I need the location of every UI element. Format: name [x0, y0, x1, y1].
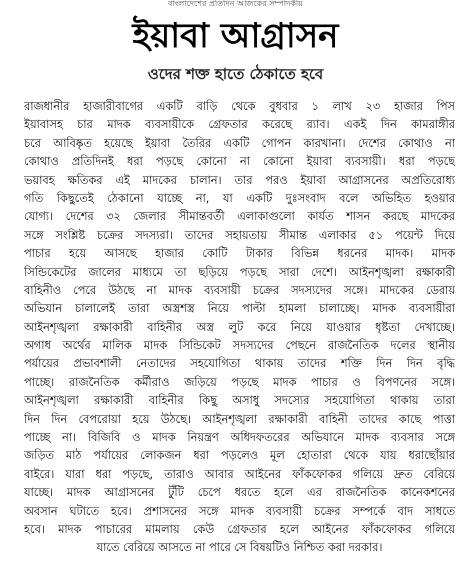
body-line: অবসান ঘটাতে হবে। প্রশাসনের সঙ্গে মাদক ব্যবসায়ী চক্রের সম্পর্কে বাদ সাধতে [24, 504, 455, 518]
body-line: পাচ্ছে। রাজনৈতিক কর্মীরাও জড়িয়ে পড়ছে মাদক পাচার ও বিপণনের সঙ্গে। [24, 375, 455, 389]
body-line: পাচার হয়ে আসছে হাজার কোটি টাকার বিভিন্ন ধরনের মাদক। মাদক [24, 247, 455, 261]
body-line: অভিযান চালালেই তারা অস্ত্রশস্ত্র নিয়ে পাল্টা হামলা চালাচ্ছে। মাদক ব্যবসায়ীরা [24, 302, 455, 316]
body-line: যাচ্ছে। মাদক আগ্রাসনের টুঁটি চেপে ধরতে হলে এর রাজনৈতিক কানেকশনের [24, 486, 455, 500]
body-line: আইনশৃঙ্খলা রক্ষাকারী বাহিনীর অস্ত্র লুট করে নিয়ে যাওয়ার ধৃষ্টতা দেখাচ্ছে। [24, 320, 455, 334]
body-line: চরে আবিষ্কৃত হয়েছে ইয়াবা তৈরির একটি গোপন কারখানা। দেশের কোথাও না [24, 136, 455, 150]
body-line: জড়িত মাঠ পর্যায়ের লোকজন ধরা পড়লেও মূল হোতারা থেকে যায় ধরাছোঁয়ার [24, 449, 455, 463]
headline: ইয়াবা আগ্রাসন [132, 16, 339, 56]
body-line: ইয়াবাসহ চার মাদক ব্যবসায়ীকে গ্রেফতার করেছে র‍্যাব। একই দিন কামরাঙ্গীর [24, 118, 455, 132]
body-line: কোথাও প্রতিদিনই ধরা পড়ছে কোনো না কোনো ইয়াবা ব্যবসায়ী। ধরা পড়ছে [24, 155, 455, 169]
body-line: যোগ্য। দেশের ৩২ জেলার সীমান্তবর্তী এলাকাগুলো কার্যত শাসন করছে মাদকের [24, 210, 455, 224]
body-line: পর্যায়ের প্রভাবশালী নেতাদের সহযোগিতা থাকায় তাদের শক্তি দিন দিন বৃদ্ধি [24, 357, 455, 371]
body-line: সিন্ডিকেটের জালের মাধ্যমে তা ছড়িয়ে পড়ছে সারা দেশে। আইনশৃঙ্খলা রক্ষাকারী [24, 265, 455, 279]
article-body [24, 98, 455, 558]
body-line: দিন দিন বেপরোয়া হয়ে উঠছে। আইনশৃঙ্খলা রক্ষাকারী বাহিনী তাদের কাছে পাত্তা [24, 412, 455, 426]
body-line: ভয়াবহ ক্ষতিকর এই মাদকের চালান। তার পরও ইয়াবা আগ্রাসনের অপ্রতিরোধ্য [24, 173, 455, 187]
body-line: রাজধানীর হাজারীবাগের একটি বাড়ি থেকে বুধবার ১ লাখ ২৩ হাজার পিস [24, 100, 455, 113]
body-line: যাতে বেরিয়ে আসতে না পারে সে বিষয়টিও নিশ্চিত করা দরকার। [96, 541, 383, 555]
body-line: হবে। মাদক পাচারের মামলায় কেউ গ্রেফতার হলে আইনের ফাঁকফোকর গলিয়ে [24, 522, 455, 536]
header-strip: বাংলাদেশের প্রতিদিন আজকের সম্পাদকীয় [168, 0, 303, 8]
body-line: আইনশৃঙ্খলা রক্ষাকারী বাহিনীর কিছু অসাধু সদস্যের সহযোগিতা থাকায় তারা [24, 394, 455, 408]
body-line: পাচ্ছে না। বিজিবি ও মাদক নিয়ন্ত্রণ অধিদফতরের অভিযানে মাদক ব্যবসার সঙ্গে [24, 431, 455, 445]
body-line: সঙ্গে সংশ্লিষ্ট চক্রের সদস্যরা। তাদের সহায়তায় সীমান্ত এলাকার ৫১ পয়েন্ট দিয়ে [24, 228, 455, 242]
body-line: বাইরে। যারা ধরা পড়ছে, তারাও আবার আইনের ফাঁকফোকর গলিয়ে দ্রুত বেরিয়ে [24, 467, 455, 481]
body-line: গতি কিছুতেই ঠেকানো যাচ্ছে না, যা একটি দুঃসংবাদ বলে অভিহিত হওয়ার [24, 191, 455, 205]
body-line: অগাধ অর্থের মালিক মাদক সিন্ডিকেট সদস্যদের পেছনে রাজনৈতিক দলের স্থানীয় [24, 339, 455, 353]
subheadline: ওদের শক্ত হাতে ঠেকাতে হবে [147, 65, 324, 83]
body-line: বাহিনীও পেরে উঠছে না মাদক ব্যবসায়ী চক্রের সদস্যদের সঙ্গে। মাদকের ডেরায় [24, 283, 455, 297]
